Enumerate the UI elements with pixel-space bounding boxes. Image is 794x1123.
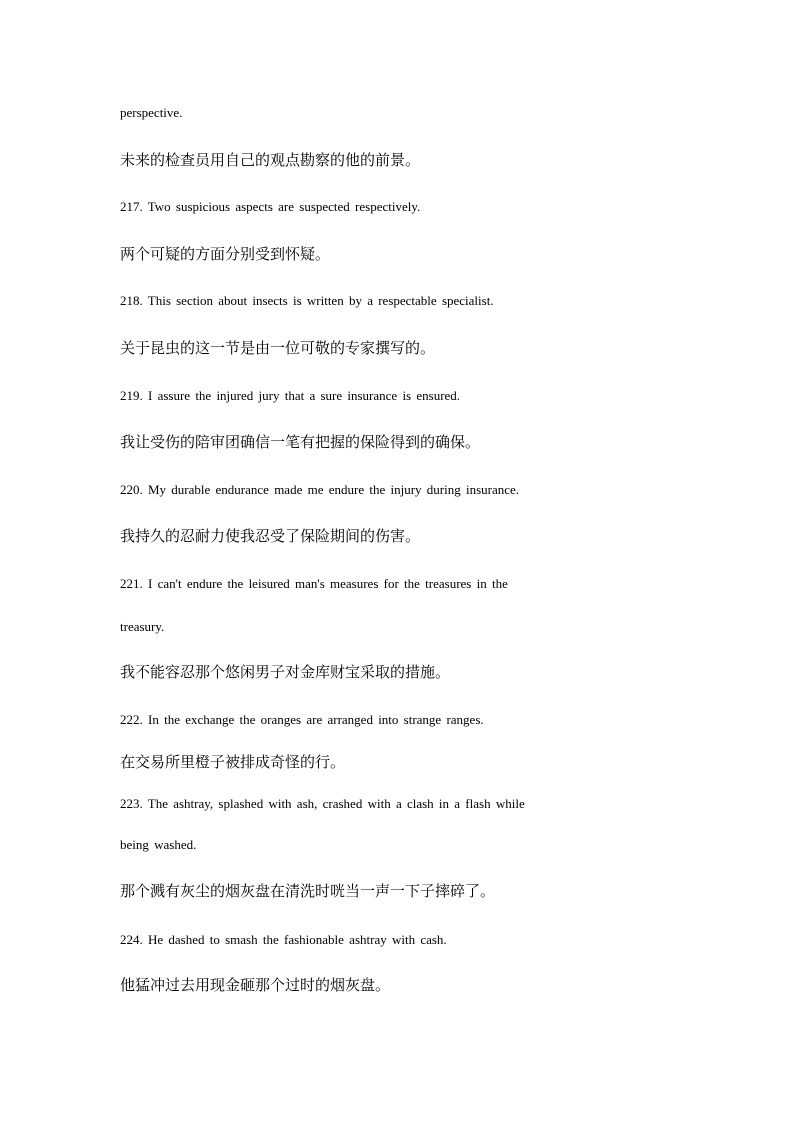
text-line-perspective: perspective.	[120, 105, 183, 120]
translation-224: 他猛冲过去用现金砸那个过时的烟灰盘。	[120, 976, 391, 994]
translation-217: 两个可疑的方面分别受到怀疑。	[120, 245, 331, 263]
sentence-219: 219. I assure the injured jury that a sure insurance is ensured.	[120, 388, 461, 403]
translation-line: 未来的检查员用自己的观点勘察的他的前景。	[120, 151, 421, 169]
translation-220: 我持久的忍耐力使我忍受了保险期间的伤害。	[120, 527, 421, 545]
translation-223: 那个溅有灰尘的烟灰盘在清洗时咣当一声一下子摔碎了。	[120, 882, 496, 900]
translation-219: 我让受伤的陪审团确信一笔有把握的保险得到的确保。	[120, 433, 481, 451]
sentence-223-part-1: 223. The ashtray, splashed with ash, crashed with a clash in a flash while	[120, 796, 525, 811]
translation-222: 在交易所里橙子被排成奇怪的行。	[120, 753, 346, 771]
sentence-218: 218. This section about insects is written by a respectable specialist.	[120, 293, 494, 308]
sentence-217: 217. Two suspicious aspects are suspected respectively.	[120, 199, 421, 214]
sentence-220: 220. My durable endurance made me endure the injury during insurance.	[120, 482, 520, 497]
sentence-222: 222. In the exchange the oranges are arranged into strange ranges.	[120, 712, 484, 727]
translation-221: 我不能容忍那个悠闲男子对金库财宝采取的措施。	[120, 663, 451, 681]
sentence-221-part-1: 221. I can't endure the leisured man's measures for the treasures in the	[120, 576, 508, 591]
sentence-223-part-2: being washed.	[120, 837, 197, 852]
sentence-224: 224. He dashed to smash the fashionable ashtray with cash.	[120, 932, 447, 947]
sentence-221-part-2: treasury.	[120, 619, 165, 634]
translation-218: 关于昆虫的这一节是由一位可敬的专家撰写的。	[120, 339, 436, 357]
